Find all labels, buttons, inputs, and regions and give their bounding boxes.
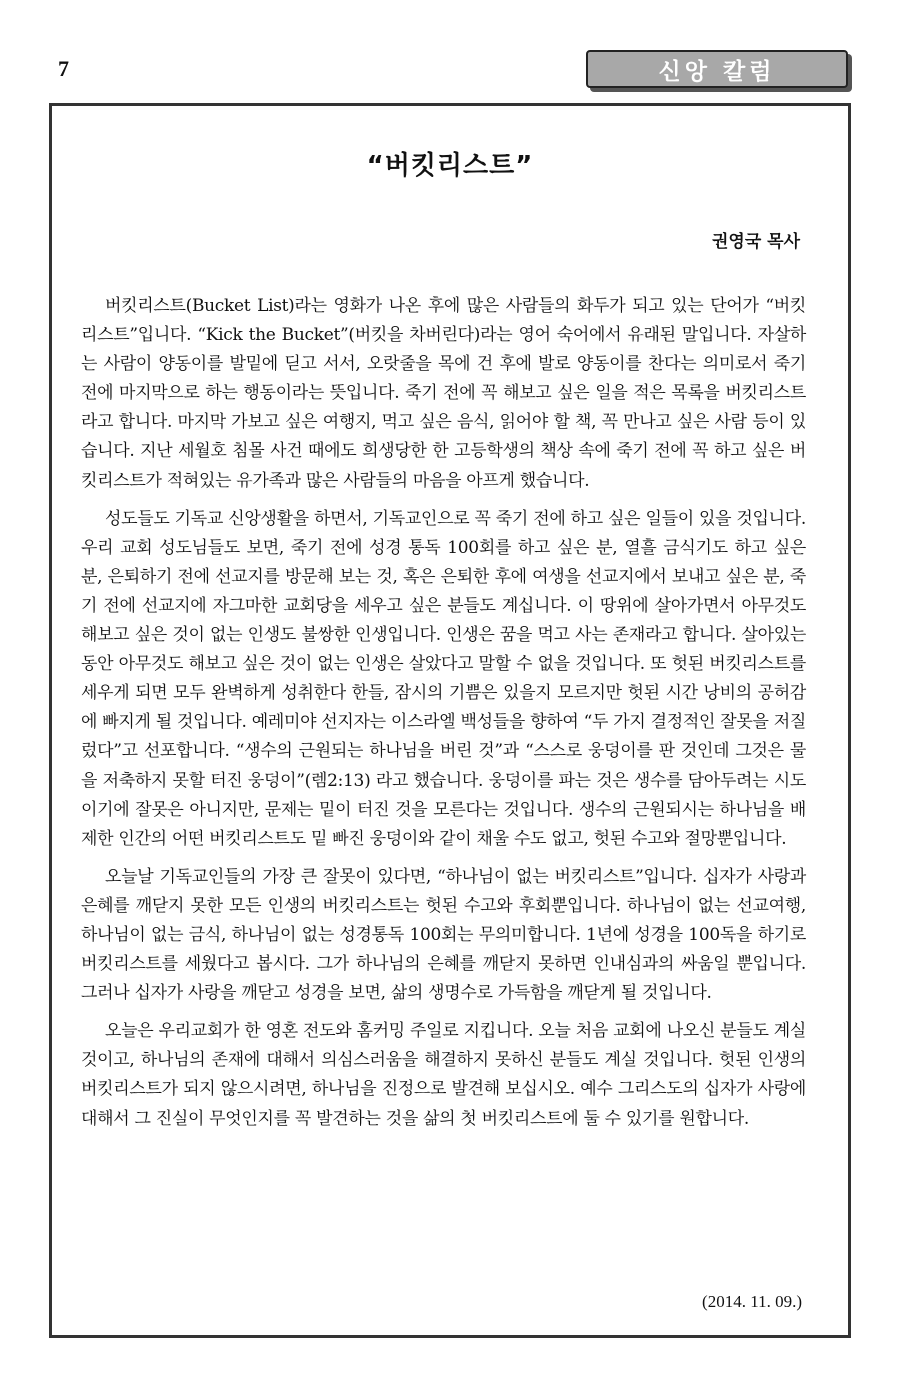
page-number: 7 <box>58 56 69 81</box>
article-title: “버킷리스트” <box>366 151 534 181</box>
section-title: 신앙 칼럼 <box>658 58 776 85</box>
article-paragraph: 버킷리스트(Bucket List)라는 영화가 나온 후에 많은 사람들의 화두가 되고 있는 단어가 “버킷 리스트”입니다. “Kick the Bucket”(버킷을 차버린다)라는 영어 숙어에서 유래된 말입니다. 자살하는 사람이 양동이를 발밑에 딛고 서서, 오랏줄을 목에 건 후에 발로 양동이를 찬다는 의미로서 죽기 전에 마지막으로 하는 행동이라는 뜻입니다. 죽기 전에 꼭 해보고 싶은 일을 적은 목록을 버킷리스트라고 합니다. 마지막 가보고 싶은 여행지, 먹고 싶은 음식, 읽어야 할 책, 꼭 만나고 싶은 사람 등이 있습니다. 지난 세월호 침몰 사건 때에도 희생당한 한 고등학생의 책상 속에 죽기 전에 꼭 하고 싶은 버킷리스트가 적혀있는 유가족과 많은 사람들의 마음을 아프게 했습니다. <box>81 296 806 491</box>
article-paragraph: 오늘은 우리교회가 한 영혼 전도와 홈커밍 주일로 지킵니다. 오늘 처음 교회에 나오신 분들도 계실 것이고, 하나님의 존재에 대해서 의심스러움을 해결하지 못하신 분들도 계실 것입니다. 헛된 인생의 버킷리스트가 되지 않으시려면, 하나님을 진정으로 발견해 보십시오. 예수 그리스도의 십자가 사랑에 대해서 그 진실이 무엇인지를 꼭 발견하는 것을 삶의 첫 버킷리스트에 둘 수 있기를 원합니다. <box>81 1021 806 1129</box>
article-body <box>81 292 806 1143</box>
article-paragraph: 성도들도 기독교 신앙생활을 하면서, 기독교인으로 꼭 죽기 전에 하고 싶은 일들이 있을 것입니다. 우리 교회 성도님들도 보면, 죽기 전에 성경 통독 100회를 하고 싶은 분, 열흘 금식기도 하고 싶은 분, 은퇴하기 전에 선교지를 방문해 보는 것, 혹은 은퇴한 후에 여생을 선교지에서 보내고 싶은 분, 죽기 전에 선교지에 자그마한 교회당을 세우고 싶은 분들도 계십니다. 이 땅위에 살아가면서 아무것도 해보고 싶은 것이 없는 인생도 불쌍한 인생입니다. 인생은 꿈을 먹고 사는 존재라고 합니다. 살아있는 동안 아무것도 해보고 싶은 것이 없는 인생은 살았다고 말할 수 없을 것입니다. 또 헛된 버킷리스트를 세우게 되면 모두 완벽하게 성취한다 한들, 잠시의 기쁨은 있을지 모르지만 헛된 시간 낭비의 공허감에 빠지게 될 것입니다. 예레미야 선지자는 이스라엘 백성들을 향하여 “두 가지 결정적인 잘못을 저질렀다”고 선포합니다. “생수의 근원되는 하나님을 버린 것”과 “스스로 웅덩이를 판 것인데 그것은 물을 저축하지 못할 터진 웅덩이”(렘2:13) 라고 했습니다. 웅덩이를 파는 것은 생수를 담아두려는 시도이기에 잘못은 아니지만, 문제는 밑이 터진 것을 모른다는 것입니다. 생수의 근원되시는 하나님을 배제한 인간의 어떤 버킷리스트도 밑 빠진 웅덩이와 같이 채울 수도 없고, 헛된 수고와 절망뿐입니다. <box>81 508 806 849</box>
article-date: (2014. 11. 09.) <box>702 1292 802 1311</box>
article-author: 권영국 목사 <box>711 232 800 252</box>
article-paragraph: 오늘날 기독교인들의 가장 큰 잘못이 있다면, “하나님이 없는 버킷리스트”입니다. 십자가 사랑과 은혜를 깨닫지 못한 모든 인생의 버킷리스트는 헛된 수고와 후회뿐입니다. 하나님이 없는 선교여행, 하나님이 없는 금식, 하나님이 없는 성경통독 100회는 무의미합니다. 1년에 성경을 100독을 하기로 버킷리스트를 세웠다고 봅시다. 그가 하나님의 은혜를 깨닫지 못하면 인내심과의 싸움일 뿐입니다. 그러나 십자가 사랑을 깨닫고 성경을 보면, 삶의 생명수로 가득함을 깨닫게 될 것입니다. <box>81 866 807 1004</box>
section-tab <box>586 50 848 88</box>
